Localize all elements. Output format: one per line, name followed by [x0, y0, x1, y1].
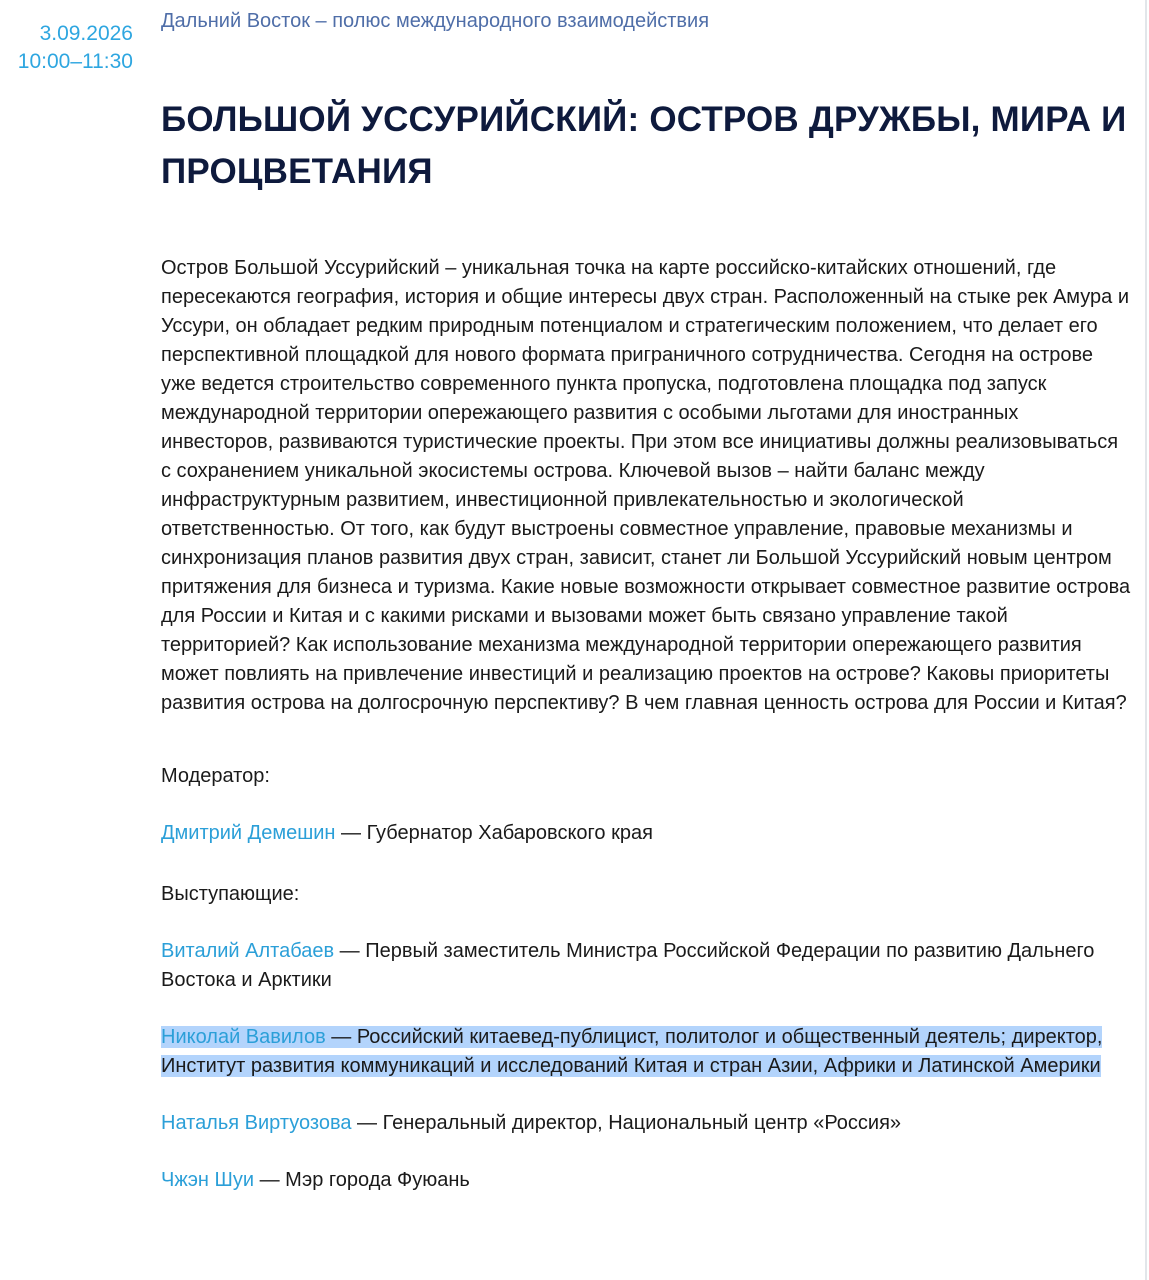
session-content	[161, 8, 1131, 1195]
moderator-role: — Губернатор Хабаровского края	[335, 822, 653, 844]
session-track: Дальний Восток – полюс международного взаимодействия	[161, 10, 710, 32]
speakers-label: Выступающие:	[161, 883, 300, 905]
session-time: 10:00–11:30	[17, 50, 133, 73]
speaker-name-link[interactable]: Чжэн Шуи	[161, 1169, 255, 1191]
moderator-entry	[161, 819, 1131, 848]
speaker-entry	[161, 1109, 1131, 1138]
session-date: 3.09.2026	[39, 22, 133, 45]
speaker-entry	[161, 937, 1131, 995]
page-right-border	[1145, 0, 1147, 1280]
speaker-role: — Мэр города Фуюань	[254, 1169, 470, 1191]
speaker-role: — Российский китаевед-публицист, политолог и общественный деятель; директор, Институт развития коммуникаций и исследований Китая и стран Азии, Африки и Латинской Америки	[161, 1026, 1103, 1077]
speaker-entry	[161, 1166, 1131, 1195]
speaker-role: — Генеральный директор, Национальный центр «Россия»	[351, 1112, 902, 1134]
moderator-label: Модератор:	[161, 765, 270, 787]
session-title: БОЛЬШОЙ УССУРИЙСКИЙ: ОСТРОВ ДРУЖБЫ, МИРА И ПРОЦВЕТАНИЯ	[161, 100, 1127, 191]
speaker-entry-selected	[161, 1023, 1131, 1081]
moderator-name-link[interactable]: Дмитрий Демешин	[161, 822, 336, 844]
session-datetime	[18, 20, 133, 76]
speaker-role: — Первый заместитель Министра Российской Федерации по развитию Дальнего Востока и Арктики	[161, 940, 1095, 991]
speaker-name-link[interactable]: Наталья Виртуозова	[161, 1112, 352, 1134]
speaker-name-link[interactable]: Николай Вавилов	[161, 1026, 326, 1048]
speaker-name-link[interactable]: Виталий Алтабаев	[161, 940, 335, 962]
session-description[interactable]: Остров Большой Уссурийский – уникальная точка на карте российско-китайских отношений, где пересекаются география, история и общие интересы двух стран. Расположенный на стыке рек Амура и Уссури, он обладает редким природным потенциалом и стратегическим положением, что делает его перспективной площадкой для нового формата приграничного сотрудничества. Сегодня на острове уже ведется строительство современного пункта пропуска, подготовлена площадка под запуск международной территории опережающего развития с особыми льготами для иностранных инвесторов, развиваются туристические проекты. При этом все инициативы должны реализовываться с сохранением уникальной экосистемы острова. Ключевой вызов – найти баланс между инфраструктурным развитием, инвестиционной привлекательностью и экологической ответственностью. От того, как будут выстроены совместное управление, правовые механизмы и синхронизация планов развития двух стран, зависит, станет ли Большой Уссурийский новым центром притяжения для бизнеса и туризма. Какие новые возможности открывает совместное развитие острова для России и Китая и с какими рисками и вызовами может быть связано управление такой территорией? Как использование механизма международной территории опережающего развития может повлиять на привлечение инвестиций и реализацию проектов на острове? Каковы приоритеты развития острова на долгосрочную перспективу? В чем главная ценность острова для России и Китая?	[161, 257, 1131, 714]
